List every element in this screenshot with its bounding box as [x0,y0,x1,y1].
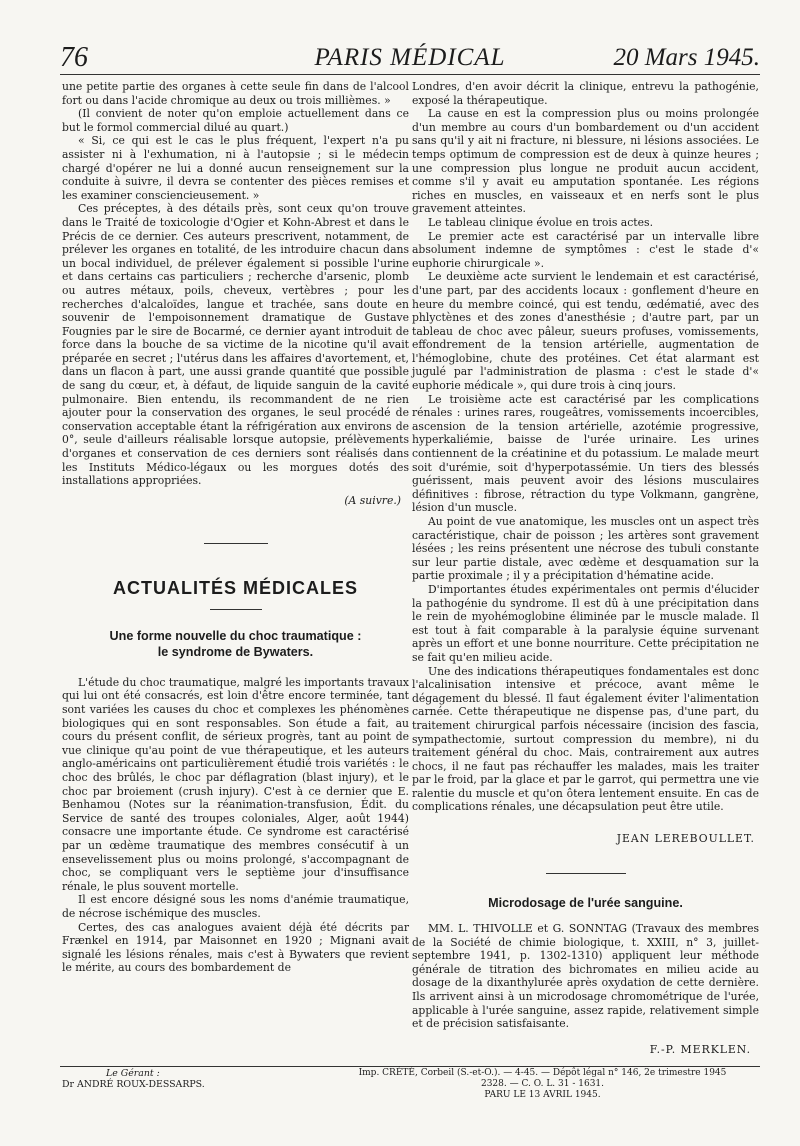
to-be-continued: (A suivre.) [344,493,401,507]
left-column [62,80,409,975]
paragraph: Une des indications thérapeutiques fondamentales est donc l'alcalinisation intensive et précoce, avant même le dégagement du blessé. Il faut également éviter l'alimentation carnée. Cette thérapeutique ne dispense pas, d'une part, du traitement chirurgical parfois nécessaire (incision des fascia, sympathectomie, surtout compression du membre), ni du traitement général du choc. Mais, contrairement aux autres chocs, il ne faut pas réchauffer les malades, mais les traiter par le froid, par la glace et par le garrot, qui permettra une vie ralentie du muscle et qu'on ôtera lentement ensuite. En cas de complications rénales, une décapsulation peut être utile. [412,664,759,814]
paragraph: une petite partie des organes à cette seule fin dans de l'alcool fort ou dans l'acide chromique au deux ou trois millièmes. » [62,80,409,107]
section-heading-rule [210,609,262,610]
author-signature: JEAN LEREBOULLET. [616,832,755,846]
article-divider [546,873,626,874]
paragraph: Au point de vue anatomique, les muscles ont un aspect très caractéristique, chair de poisson ; les artères sont gravement lésées ; les reins présentent une nécrose des tubuli constante sur leur partie distale, avec œdème et desquamation sur la partie proximale ; il y a précipitation d'hématine acide. [412,515,759,583]
paragraph: Le tableau clinique évolue en trois actes. [428,215,653,229]
paragraph: Certes, des cas analogues avaient déjà été décrits par Frænkel en 1914, par Maisonnet en 1920 ; Mignani avait signalé les lésions rénales, mais c'est à Bywaters que revient le mérite, au cours des bombardement de [62,920,409,975]
paragraph: « Si, ce qui est le cas le plus fréquent, l'expert n'a pu assister ni à l'exhumation, ni à l'autopsie ; si le médecin chargé d'opérer ne lui a donné aucun renseignement sur la conduite à suivre, il devra se contenter des pièces remises et les examiner consciencieusement. » [62,134,409,202]
article-gap [62,660,409,676]
article-heading: Microdosage de l'urée sanguine. [488,896,683,911]
paragraph: (Il convient de noter qu'on emploie actuellement dans ce but le formol commercial dilué au quart.) [62,107,409,134]
paragraph: L'étude du choc traumatique, malgré les importants travaux qui lui ont été consacrés, est loin d'être encore terminée, tant sont variées les causes du choc et complexes les phénomènes biologiques qui en sont responsables. Son étude a fait, au cours du présent conflit, de sérieux progrès, tant au point de vue clinique qu'au point de vue thérapeutique, et les auteurs anglo-américains ont particulièrement étudié trois variétés : le choc des brûlés, le choc par déflagration (blast injury), et le choc par broiement (crush injury). C'est à ce dernier que E. Benhamou (Notes sur la réanimation-transfusion, Édit. du Service de santé des troupes coloniales, Alger, août 1944) consacre une importante étude. Ce syndrome est caractérisé par un œdème traumatique des membres consécutif à un ensevelissement plus ou moins prolongé, s'accompagnant de choc, se compliquant vers le septième jour d'insuffisance rénale, le plus souvent mortelle. [62,675,409,893]
page-header [60,42,760,78]
gerant-label: Le Gérant : [106,1068,160,1079]
gerant-name: Dr ANDRÉ ROUX-DESSARPS. [62,1079,205,1090]
paragraph: Le premier acte est caractérisé par un intervalle libre absolument indemne de symptômes : c'est le stade d'« euphorie chirurgicale ». [412,229,759,270]
paragraph: Le troisième acte est caractérisé par les complications rénales : urines rares, rougeâtres, vomissements incoercibles, ascension de la tension artérielle, azotémie progressive, hyperkaliémie, baisse de l'urée urinaire. Les urines contiennent de la créatinine et du potassium. Le malade meurt soit d'urémie, soit d'hyperpotassémie. Un tiers des blessés guérissent, mais peuvent avoir des lésions musculaires définitives : fibrose, rétraction du type Volkmann, gangrène, lésion d'un muscle. [412,392,759,515]
printer-line: Imp. CRÉTÉ, Corbeil (S.-et-O.). — 4-45. — Dépôt légal n° 146, 2e trimestre 1945 [358,1068,727,1078]
issue-date: 20 Mars 1945. [613,44,760,71]
paragraph: Le deuxième acte survient le lendemain et est caractérisé, d'une part, par des accidents locaux : gonflement d'heure en heure du membre coincé, qui est tendu, œdématié, avec des phlyctènes et des zones d'anesthésie ; d'autre part, par un tableau de choc avec pâleur, sueurs profuses, vomissements, effondrement de la tension artérielle, augmentation de l'hémoglobine, chute des protéines. Cet état alarmant est jugulé par l'administration de plasma : c'est le stade d'« euphorie médicale », qui dure trois à cinq jours. [412,270,759,393]
paragraph: MM. L. THIVOLLE et G. SONNTAG (Travaux des membres de la Société de chimie biologique, t. XXIII, n° 3, juillet-septembre 1941, p. 1302-1310) appliquent leur méthode générale de titration des bichromates en milieu acide au dosage de la dixanthylurée après oxydation de cette dernière. Ils arrivent ainsi à un microdosage chromométrique de l'urée, applicable à l'urée sanguine, assez rapide, relativement simple et de précision satisfaisante. [412,922,759,1031]
paragraph: Il est encore désigné sous les noms d'anémie traumatique, de nécrose ischémique des muscles. [62,893,409,920]
section-divider [204,543,268,544]
right-column [412,80,759,1056]
footer-rule [60,1066,760,1067]
publication-date: PARU LE 13 AVRIL 1945. [484,1090,601,1100]
running-title: PARIS MÉDICAL [314,44,506,71]
section-heading: ACTUALITÉS MÉDICALES [113,577,358,598]
footer-gerant [62,1068,302,1090]
paragraph: La cause en est la compression plus ou moins prolongée d'un membre au cours d'un bombardement ou d'un accident sans qu'il y ait ni fracture, ni blessure, ni lésions associées. Le temps optimum de compression est de deux à quinze heures ; une compression plus longue ne produit aucun accident, comme s'il y avait eu amputation spontanée. Les régions riches en muscles, en vaisseaux et en nerfs sont le plus gravement atteintes. [412,107,759,216]
author-signature: F.-P. MERKLEN. [649,1042,751,1056]
paragraph: Londres, d'en avoir décrit la clinique, entrevu la pathogénie, exposé la thérapeutique. [412,80,759,107]
article-heading [62,628,409,660]
article-heading-line: le syndrome de Bywaters. [157,644,314,659]
page-number: 76 [60,42,88,73]
paragraph: Ces préceptes, à des détails près, sont ceux qu'on trouve dans le Traité de toxicologie d'Ogier et Kohn-Abrest et dans le Précis de ce dernier. Ces auteurs prescrivent, notamment, de prélever les organes en totalité, de les introduire chacun dans un bocal individuel, de prélever également si possible l'urine et dans certains cas particuliers ; recherche d'arsenic, plomb ou autres métaux, poils, cheveux, vertèbres ; pour les recherches d'alcaloïdes, langue et trachée, sans doute en souvenir de l'empoisonnement dramatique de Gustave Fougnies par le sire de Bocarmé, ce dernier ayant introduit de force dans la bouche de sa victime de la nicotine qu'il avait préparée en secret ; l'utérus dans les affaires d'avortement, et, dans un flacon à part, une aussi grande quantité que possible de sang du cœur, et, à défaut, de liquide sanguin de la cavité pulmonaire. Bien entendu, ils recommandent de ne rien ajouter pour la conservation des organes, le seul procédé de conservation acceptable étant la réfrigération aux environs de 0°, seule d'ailleurs réalisable lorsque autopsie, prélèvements d'organes et conservation de ces derniers sont réalisés dans les Instituts Médico-légaux ou les morgues dotés des installations appropriées. [62,202,409,488]
footer-imprint [330,1068,755,1101]
article-heading-line: Une forme nouvelle du choc traumatique : [109,628,362,643]
paragraph: D'importantes études expérimentales ont permis d'élucider la pathogénie du syndrome. Il est dû à une précipitation dans le rein de myohémoglobine éliminée par le muscle malade. Il est tout à fait comparable à la paralysie équine survenant après un effort et une bonne nourriture. Cette précipitation ne se fait qu'en milieu acide. [412,582,759,664]
code-line: 2328. — C. O. L. 31 - 1631. [480,1079,605,1089]
header-rule [60,74,760,75]
